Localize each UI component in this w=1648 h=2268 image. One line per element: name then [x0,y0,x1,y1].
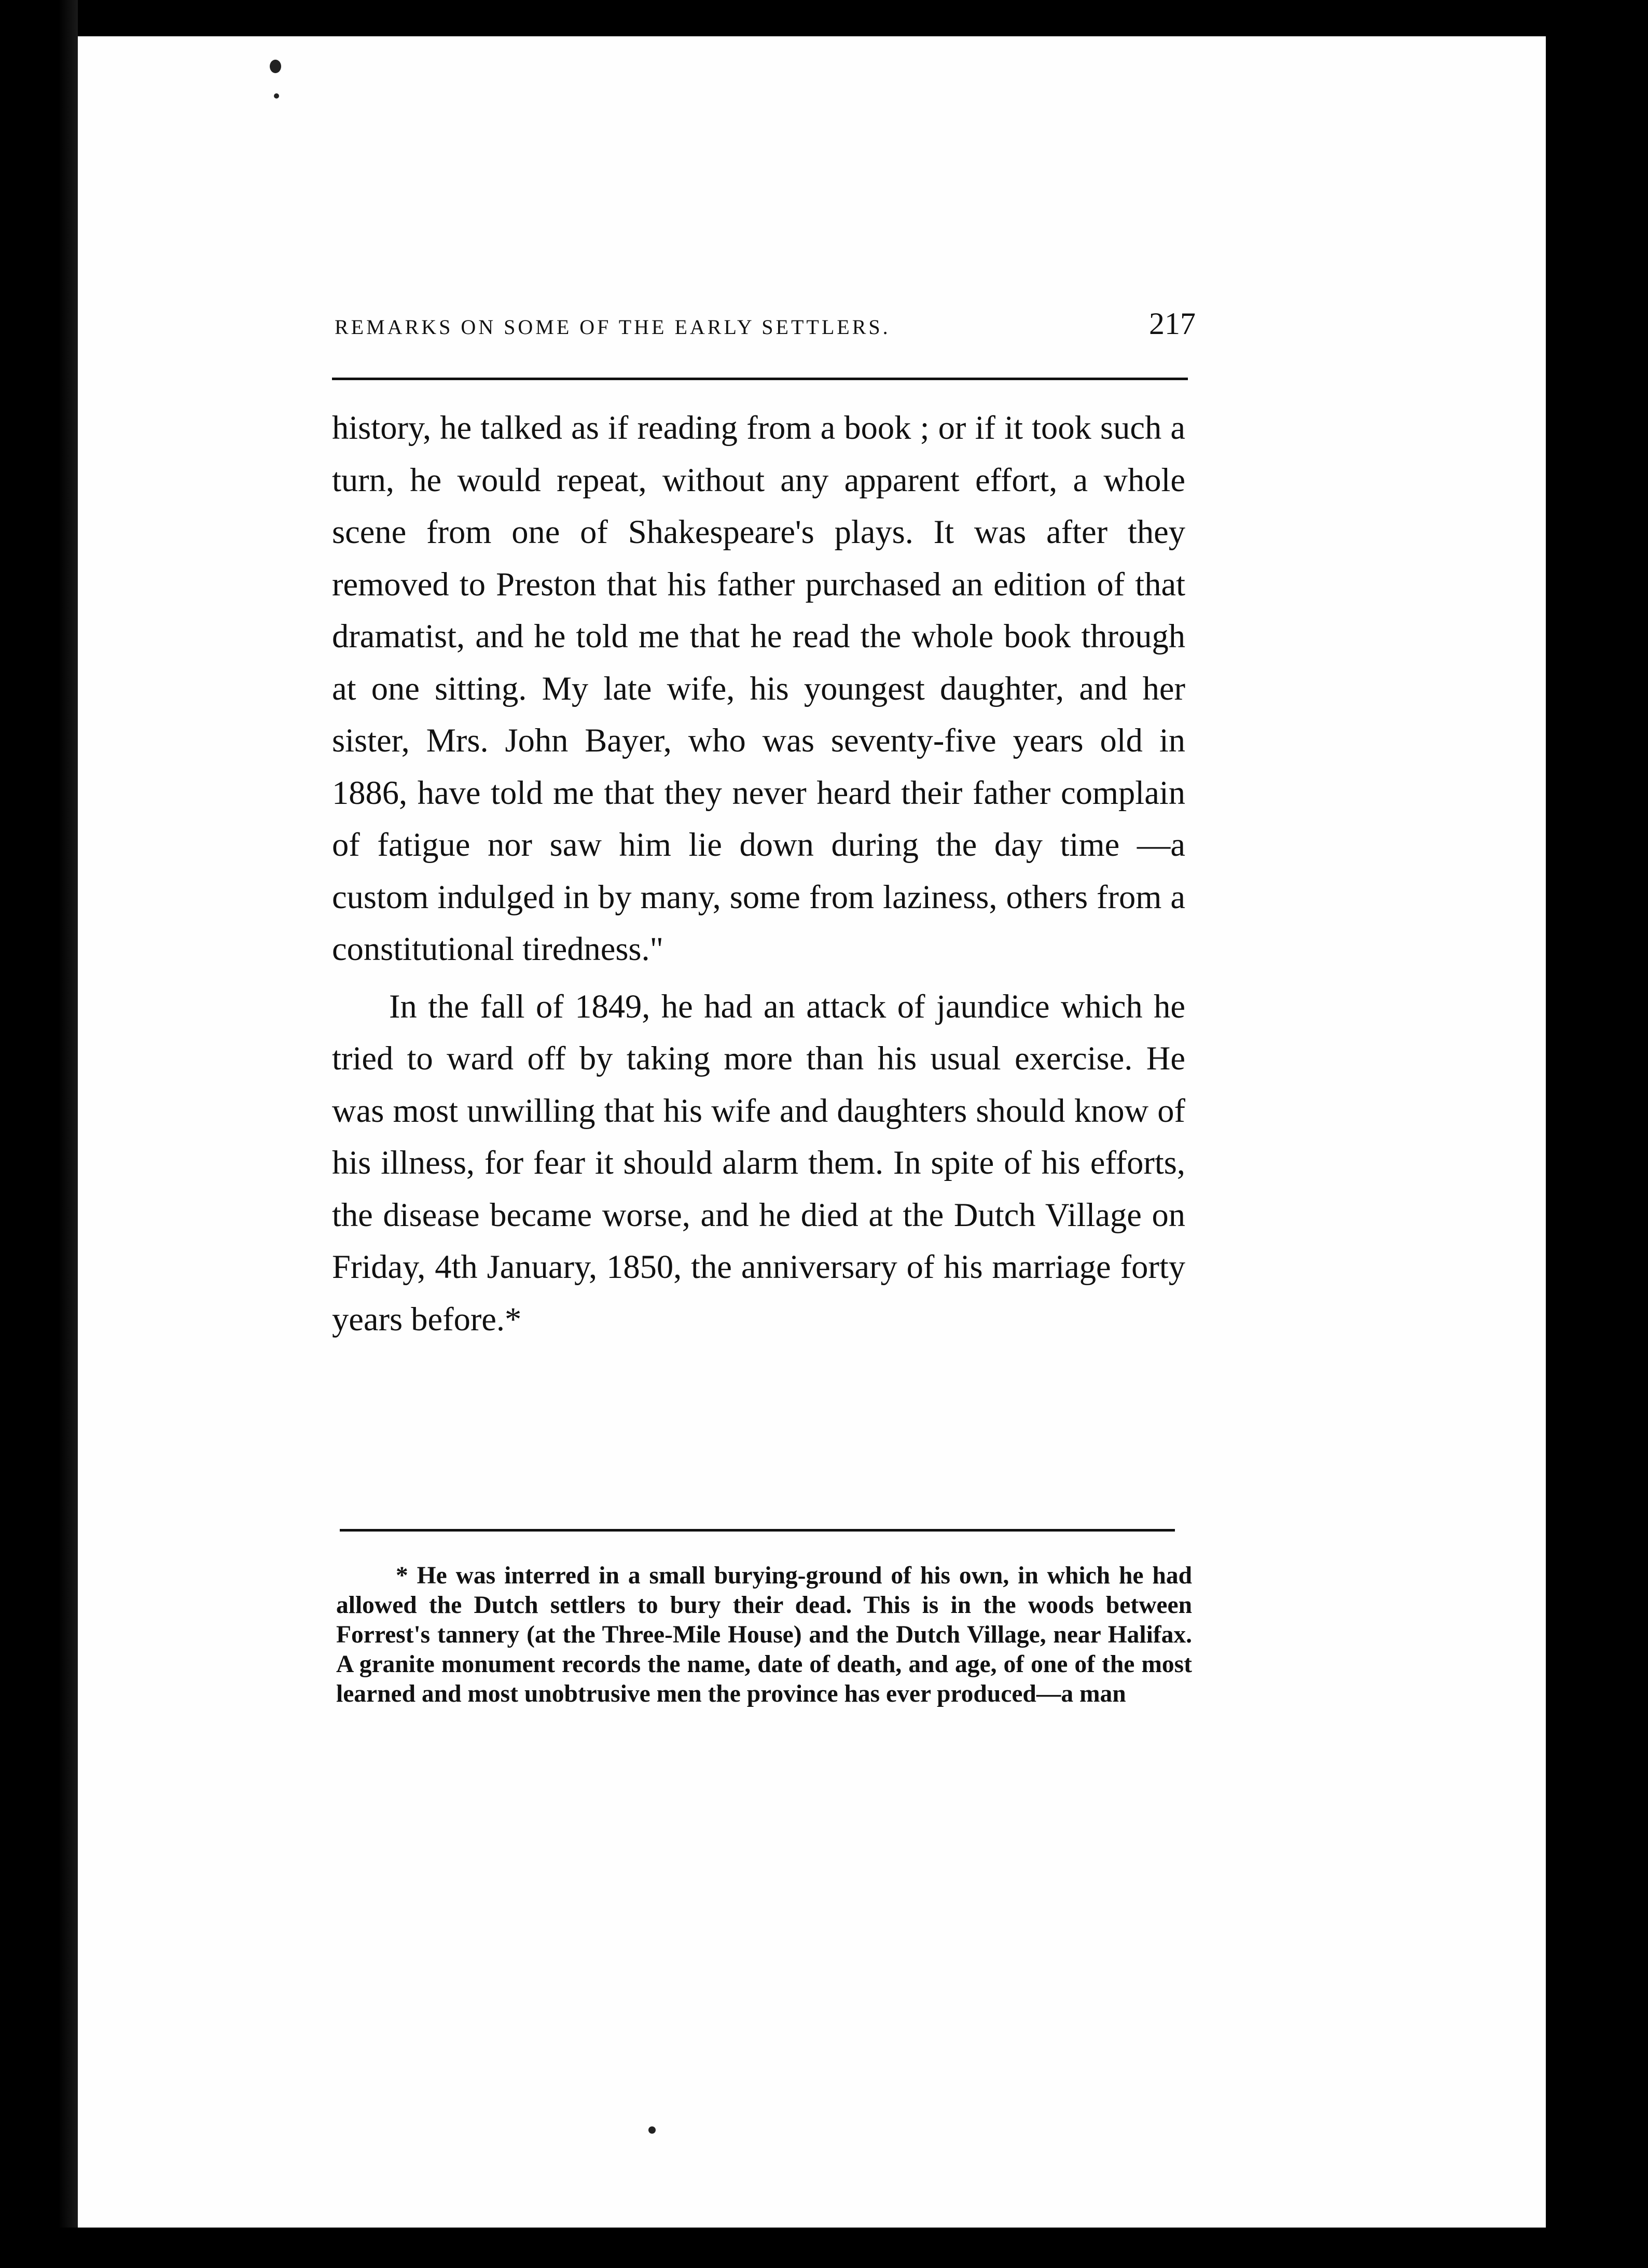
scan-right-border [1546,0,1648,2268]
scan-speck [270,60,281,73]
body-text [332,402,1185,1345]
scan-speck [648,2126,656,2134]
running-title: REMARKS ON SOME OF THE EARLY SETTLERS. [335,315,891,339]
footnote [336,1561,1192,1709]
scan-left-border [0,0,78,2268]
footnote-rule [340,1529,1175,1532]
paragraph: history, he talked as if reading from a book ; or if it took such a turn, he would repeat, without any apparent effort, a whole scene from one of Shakespeare's plays. It was after they removed to Preston that his father purchased an edition of that dramatist, and he told me that he read the whole book through at one sitting. My late wife, his youngest daughter, and her sister, Mrs. John Bayer, who was seventy-five years old in 1886, have told me that they never heard their father complain of fatigue nor saw him lie down during the day time —a custom indulged in by many, some from laziness, others from a constitutional tiredness." [332,409,1185,967]
scan-bottom-border [0,2228,1648,2268]
page-number: 217 [1149,307,1196,341]
page-header [335,306,1196,342]
header-rule [332,378,1188,380]
paragraph: In the fall of 1849, he had an attack of jaundice which he tried to ward off by taking more than his usual exercise. He was most unwilling that his wife and daughters should know of his illness, for fear it should alarm them. In spite of his efforts, the disease became worse, and he died at the Dutch Village on Friday, 4th January, 1850, the anniversary of his marriage forty years before.* [332,987,1185,1338]
footnote-text: * He was interred in a small burying-ground of his own, in which he had allowed the Dutch settlers to bury their dead. This is in the woods between Forrest's tannery (at the Three-Mile House) and the Dutch Village, near Halifax. A granite monument records the name, date of death, and age, of one of the most learned and most unobtrusive men the province has ever produced—a man [336,1562,1192,1707]
scan-speck [274,93,279,99]
